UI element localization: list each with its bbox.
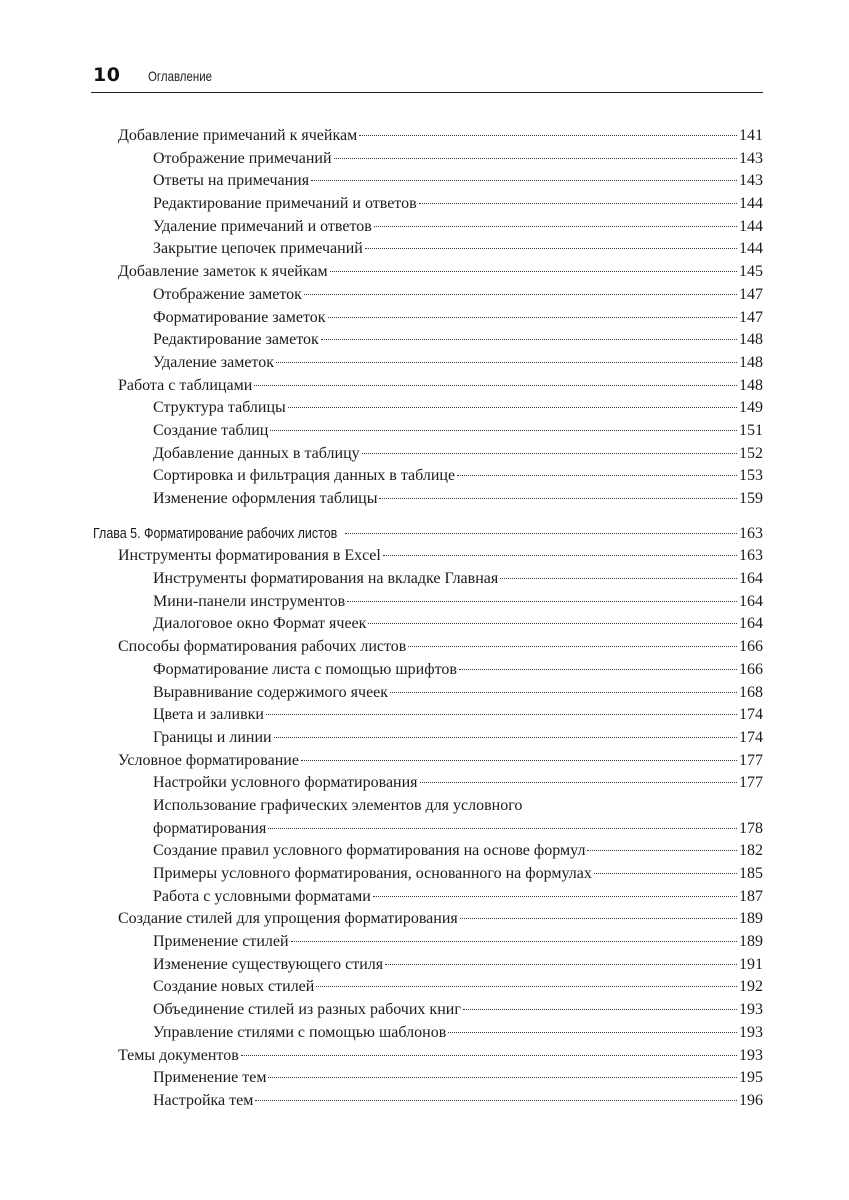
- dot-leader: [457, 475, 737, 476]
- dot-leader: [362, 453, 737, 454]
- dot-leader: [500, 578, 737, 579]
- toc-entry[interactable]: [91, 659, 763, 682]
- dot-leader: [365, 248, 737, 249]
- toc-entry-title: Диалоговое окно Формат ячеек: [153, 615, 367, 633]
- toc-entry-title: Удаление заметок: [153, 353, 274, 371]
- dot-leader: [254, 385, 737, 386]
- dot-leader: [459, 669, 737, 670]
- toc-entry[interactable]: [91, 931, 763, 954]
- toc-entry-page: 149: [739, 399, 763, 417]
- toc-entry-title: Форматирование заметок: [153, 308, 326, 326]
- dot-leader: [304, 294, 737, 295]
- toc-entry-title: Ответы на примечания: [153, 172, 310, 190]
- toc-chapter-entry[interactable]: [91, 523, 763, 546]
- dot-leader: [241, 1055, 737, 1056]
- toc-entry-page: 191: [739, 955, 763, 973]
- toc-entry-page: 148: [739, 376, 763, 394]
- toc-entry-page: 168: [739, 683, 763, 701]
- toc-entry-title: Настройка тем: [153, 1091, 254, 1109]
- toc-entry-title: Работа с таблицами: [118, 376, 253, 394]
- toc-entry-page: 148: [739, 353, 763, 371]
- toc-entry-page: 164: [739, 615, 763, 633]
- dot-leader: [347, 601, 737, 602]
- dot-leader: [274, 737, 737, 738]
- dot-leader: [594, 873, 737, 874]
- toc-entry-page: 182: [739, 842, 763, 860]
- toc-entry[interactable]: [91, 443, 763, 466]
- toc-entry[interactable]: [91, 863, 763, 886]
- toc-entry[interactable]: [91, 420, 763, 443]
- toc-entry[interactable]: [91, 261, 763, 284]
- dot-leader: [345, 533, 737, 534]
- dot-leader: [419, 203, 737, 204]
- toc-entry[interactable]: [91, 591, 763, 614]
- toc-entry-title: Добавление заметок к ячейкам: [118, 263, 328, 281]
- toc-entry[interactable]: [91, 772, 763, 795]
- toc-entry-title: Мини-панели инструментов: [153, 592, 346, 610]
- toc-entry[interactable]: [91, 352, 763, 375]
- toc-entry-title: Глава 5. Форматирование рабочих листов: [93, 525, 338, 542]
- toc-entry[interactable]: [91, 682, 763, 705]
- toc-entry-title: Выравнивание содержимого ячеек: [153, 683, 389, 701]
- dot-leader: [385, 964, 737, 965]
- toc-entry-title: Добавление примечаний к ячейкам: [118, 127, 358, 144]
- toc-entry-title: Отображение заметок: [153, 285, 302, 303]
- toc-entry[interactable]: [91, 329, 763, 352]
- dot-leader: [379, 498, 737, 499]
- toc-entry-title: Сортировка и фильтрация данных в таблице: [153, 467, 456, 485]
- dot-leader: [383, 555, 737, 556]
- toc-entry[interactable]: [91, 568, 763, 591]
- toc-entry-page: 159: [739, 490, 763, 507]
- toc-entry[interactable]: [91, 976, 763, 999]
- toc-entry-title: Примеры условного форматирования, основанного на формулах: [153, 865, 592, 883]
- toc-entry-page: 166: [739, 660, 763, 678]
- dot-leader: [268, 828, 737, 829]
- toc-entry-title: Объединение стилей из разных рабочих книг: [153, 1001, 461, 1019]
- toc-entry-page: 178: [739, 819, 763, 837]
- dot-leader: [270, 430, 737, 431]
- toc-entry-title: Применение тем: [153, 1069, 267, 1087]
- toc-entry-page: 193: [739, 1001, 763, 1019]
- toc-entry[interactable]: [91, 397, 763, 420]
- toc-entry-title: Создание стилей для упрощения форматирования: [118, 910, 458, 928]
- toc-entry-page: 164: [739, 570, 763, 588]
- toc-entry-page: 145: [739, 263, 763, 281]
- dot-leader: [368, 623, 737, 624]
- toc-entry-title: Применение стилей: [153, 933, 289, 951]
- toc-entry[interactable]: [91, 1045, 763, 1068]
- toc-entry[interactable]: [91, 750, 763, 773]
- toc-entry-title: Форматирование листа с помощью шрифтов: [153, 660, 457, 678]
- toc-entry-title: Управление стилями с помощью шаблонов: [153, 1023, 447, 1041]
- toc-entry-title: Создание новых стилей: [153, 978, 315, 996]
- toc-entry-title: Темы документов: [118, 1046, 239, 1064]
- toc-entry-page: 147: [739, 308, 763, 326]
- toc-entry-page: 153: [739, 467, 763, 485]
- toc-entry[interactable]: [91, 238, 763, 261]
- toc-entry[interactable]: [91, 216, 763, 239]
- toc-entry-page: 144: [739, 240, 763, 258]
- toc-entry-page: 151: [739, 421, 763, 439]
- toc-entry-page: 144: [739, 195, 763, 213]
- dot-leader: [408, 646, 737, 647]
- toc-entry-title: Удаление примечаний и ответов: [153, 217, 372, 235]
- toc-entry[interactable]: [91, 613, 763, 636]
- dot-leader: [328, 317, 737, 318]
- toc-entry[interactable]: [91, 727, 763, 750]
- toc-entry-page: 163: [739, 547, 763, 565]
- toc-entry-page: 147: [739, 285, 763, 303]
- toc-entry-title: Изменение оформления таблицы: [153, 490, 378, 507]
- toc-entry[interactable]: [91, 908, 763, 931]
- dot-leader: [334, 158, 737, 159]
- toc-entry-page: 177: [739, 774, 763, 792]
- toc-entry-page: 174: [739, 728, 763, 746]
- dot-leader: [311, 180, 737, 181]
- toc-entry-title-line1: Использование графических элементов для условного: [153, 796, 523, 814]
- dot-leader: [448, 1032, 737, 1033]
- dot-leader: [330, 271, 737, 272]
- toc-entry-page: 189: [739, 910, 763, 928]
- toc-entry-page: 148: [739, 331, 763, 349]
- toc-entry-title: Отображение примечаний: [153, 149, 332, 167]
- toc-entry-title: Добавление данных в таблицу: [153, 444, 360, 462]
- toc-entry[interactable]: [91, 840, 763, 863]
- dot-leader: [301, 760, 737, 761]
- toc-entry-title: Структура таблицы: [153, 399, 286, 417]
- toc-entry[interactable]: [91, 148, 763, 171]
- dot-leader: [276, 362, 737, 363]
- toc-entry-page: 185: [739, 865, 763, 883]
- toc-entry-page: 177: [739, 751, 763, 769]
- dot-leader: [390, 692, 737, 693]
- dot-leader: [373, 896, 737, 897]
- toc-entry-title: Редактирование примечаний и ответов: [153, 195, 417, 213]
- toc-entry[interactable]: [91, 954, 763, 977]
- toc-entry-page: 163: [739, 524, 763, 542]
- toc-entry-title: Инструменты форматирования в Excel: [118, 547, 381, 565]
- toc-entry-page: 143: [739, 172, 763, 190]
- toc-entry-page: 193: [739, 1046, 763, 1064]
- dot-leader: [374, 226, 737, 227]
- toc-entry[interactable]: [91, 999, 763, 1022]
- toc-entry[interactable]: [91, 284, 763, 307]
- dot-leader: [460, 918, 737, 919]
- toc-entry-page: 195: [739, 1069, 763, 1087]
- toc-entry-page: 166: [739, 638, 763, 656]
- toc-entry-title: Инструменты форматирования на вкладке Главная: [153, 570, 499, 588]
- toc-entry-page: 164: [739, 592, 763, 610]
- toc-entry[interactable]: [91, 307, 763, 330]
- toc-entry-page: 187: [739, 887, 763, 905]
- toc-entry-title: Создание правил условного форматирования на основе формул: [153, 842, 586, 860]
- toc-entry-page: 144: [739, 217, 763, 235]
- dot-leader: [268, 1077, 737, 1078]
- toc-entry-title: Условное форматирование: [118, 751, 299, 769]
- toc-entry[interactable]: [91, 545, 763, 568]
- toc-entry[interactable]: [91, 795, 763, 840]
- dot-leader: [587, 850, 737, 851]
- toc-entry-page: 152: [739, 444, 763, 462]
- dot-leader: [255, 1100, 737, 1101]
- toc-entry[interactable]: [91, 170, 763, 193]
- toc-entry[interactable]: [91, 636, 763, 659]
- dot-leader: [420, 782, 737, 783]
- toc-entry-title: Редактирование заметок: [153, 331, 319, 349]
- toc-entry-page: 143: [739, 149, 763, 167]
- table-of-contents: [91, 125, 763, 1113]
- toc-entry-title: Создание таблиц: [153, 421, 269, 439]
- page-number: 10: [93, 64, 121, 86]
- toc-entry-title: Закрытие цепочек примечаний: [153, 240, 363, 258]
- toc-entry[interactable]: [91, 1090, 763, 1113]
- dot-leader: [266, 714, 737, 715]
- dot-leader: [359, 135, 737, 136]
- toc-entry[interactable]: [91, 704, 763, 727]
- toc-entry-page: 174: [739, 706, 763, 724]
- toc-entry-page: 196: [739, 1091, 763, 1109]
- toc-entry-title: Способы форматирования рабочих листов: [118, 638, 407, 656]
- toc-entry[interactable]: [91, 886, 763, 909]
- dot-leader: [316, 986, 737, 987]
- dot-leader: [291, 941, 737, 942]
- toc-entry[interactable]: [91, 125, 763, 148]
- toc-entry-title: Изменение существующего стиля: [153, 955, 384, 973]
- dot-leader: [321, 339, 737, 340]
- toc-entry-page: 193: [739, 1023, 763, 1041]
- toc-entry-page: 192: [739, 978, 763, 996]
- toc-entry-title: Цвета и заливки: [153, 706, 264, 724]
- toc-entry-title: Работа с условными форматами: [153, 887, 371, 905]
- dot-leader: [463, 1009, 737, 1010]
- toc-entry[interactable]: [91, 1022, 763, 1045]
- toc-entry[interactable]: [91, 1067, 763, 1090]
- toc-entry[interactable]: [91, 488, 763, 511]
- dot-leader: [288, 407, 737, 408]
- toc-entry-title: Настройки условного форматирования: [153, 774, 418, 792]
- toc-entry[interactable]: [91, 193, 763, 216]
- toc-entry[interactable]: [91, 465, 763, 488]
- toc-entry[interactable]: [91, 375, 763, 398]
- toc-entry-page: 189: [739, 933, 763, 951]
- toc-entry-page: 141: [739, 127, 763, 144]
- toc-entry-title: форматирования: [153, 819, 267, 837]
- running-title: Оглавление: [148, 68, 213, 84]
- toc-entry-title: Границы и линии: [153, 728, 272, 746]
- page-header: [91, 62, 763, 93]
